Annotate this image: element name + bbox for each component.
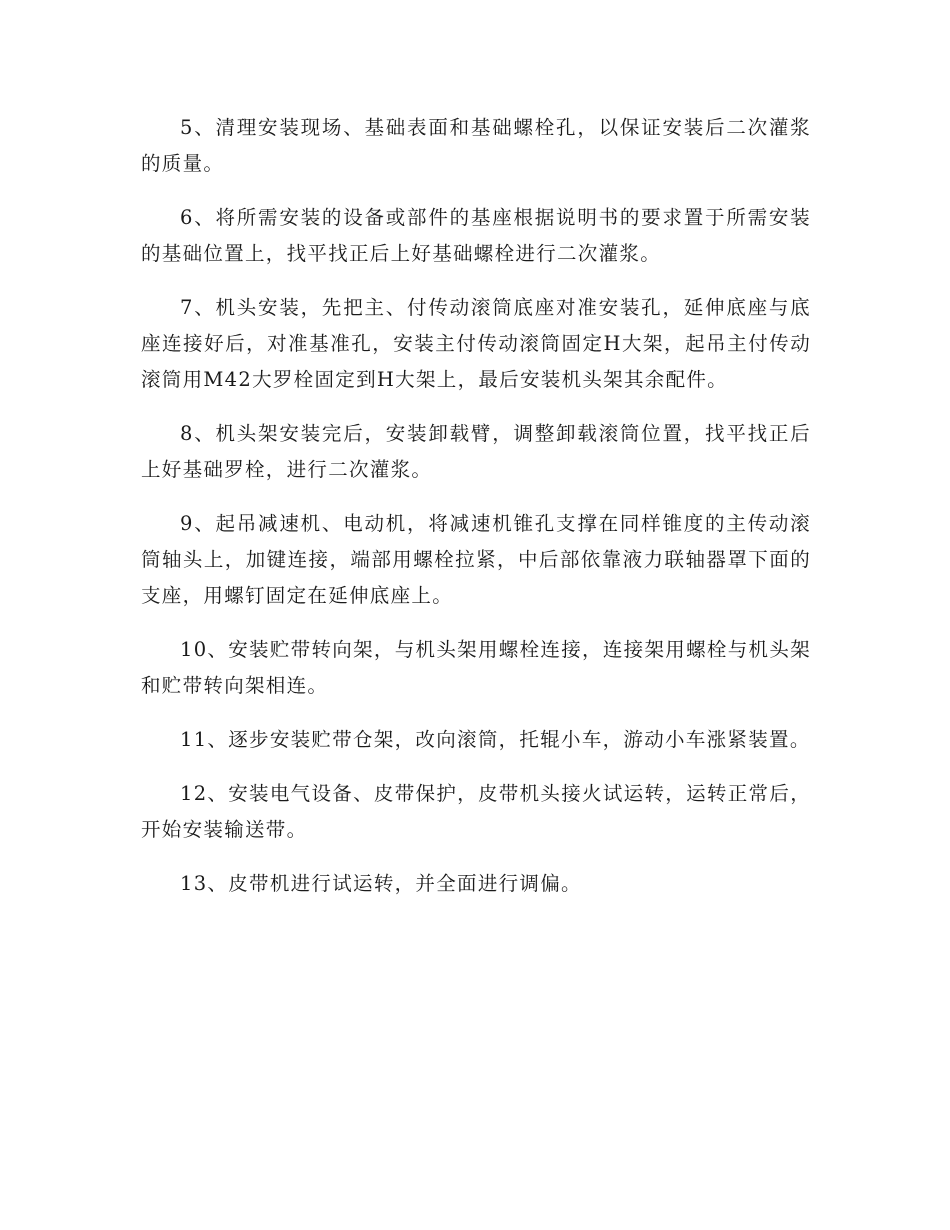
paragraph-step-9: 9、起吊减速机、电动机，将减速机锥孔支撑在同样锥度的主传动滚筒轴头上，加键连接，端部用螺栓拉紧，中后部依靠液力联轴器罩下面的支座，用螺钉固定在延伸底座上。: [141, 512, 811, 607]
document-body: [141, 110, 811, 920]
paragraph-step-10: 10、安装贮带转向架，与机头架用螺栓连接，连接架用螺栓与机头架和贮带转向架相连。: [141, 638, 811, 697]
paragraph-step-12: 12、安装电气设备、皮带保护，皮带机头接火试运转，运转正常后，开始安装输送带。: [141, 782, 811, 841]
paragraph-step-11: 11、逐步安装贮带仓架，改向滚筒，托辊小车，游动小车涨紧装置。: [180, 728, 811, 751]
paragraph-step-6: 6、将所需安装的设备或部件的基座根据说明书的要求置于所需安装的基础位置上，找平找正后上好基础螺栓进行二次灌浆。: [141, 206, 811, 265]
paragraph-step-7: 7、机头安装，先把主、付传动滚筒底座对准安装孔，延伸底座与底座连接好后，对准基准孔，安装主付传动滚筒固定H大架，起吊主付传动滚筒用M42大罗栓固定到H大架上，最后安装机头架其余配件。: [141, 296, 811, 391]
paragraph-step-13: 13、皮带机进行试运转，并全面进行调偏。: [180, 872, 582, 895]
paragraph-step-5: 5、清理安装现场、基础表面和基础螺栓孔，以保证安装后二次灌浆的质量。: [141, 116, 811, 175]
paragraph-step-8: 8、机头架安装完后，安装卸载臂，调整卸载滚筒位置，找平找正后上好基础罗栓，进行二次灌浆。: [141, 422, 811, 481]
